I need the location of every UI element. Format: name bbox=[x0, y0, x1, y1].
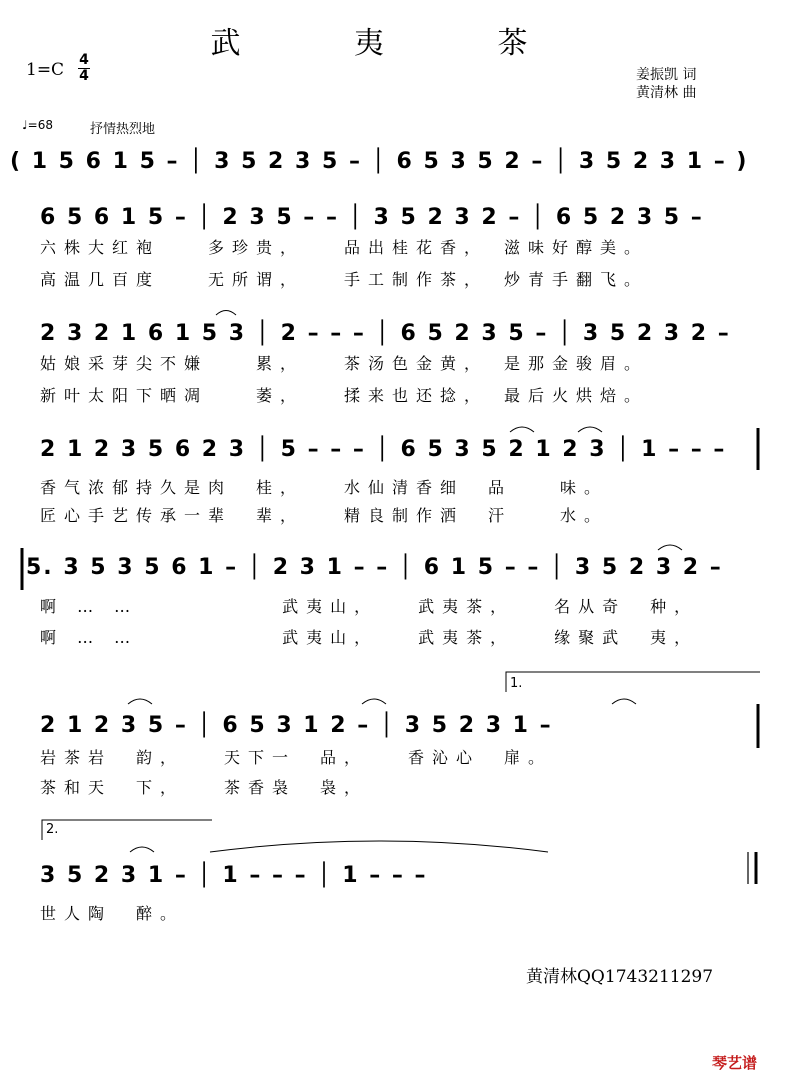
footer-credit: 黄清林QQ1743211297 bbox=[526, 967, 714, 987]
lyrics-row-2-verse-1: 六株大红袍 多珍贵， 品出桂花香， 滋味好醇美。 bbox=[40, 238, 649, 257]
lyricist-credit: 姜振凯 词 bbox=[636, 67, 697, 83]
notes-row-1: ( 1 5 6 1 5 – │ 3 5 2 3 5 – │ 6 5 3 5 2 – │ 3 5 2 3 1 – ) bbox=[10, 149, 749, 174]
slur-row7 bbox=[130, 847, 154, 852]
lyrics-row-2-verse-2: 高温几百度 无所谓， 手工制作茶， 炒青手翻飞。 bbox=[40, 270, 649, 289]
lyrics-row-6-verse-1: 岩茶岩 韵， 天下一 品， 香沁心 扉。 bbox=[40, 748, 553, 767]
notes-row-5: 5. 3 5 3 5 6 1 – │ 2 3 1 – – │ 6 1 5 – – │ 3 5 2 3 2 – bbox=[26, 555, 723, 580]
volta-1-label: 1. bbox=[510, 676, 523, 691]
slur-row4b bbox=[578, 427, 602, 432]
notes-row-2: 6 5 6 1 5 – │ 2 3 5 – – │ 3 5 2 3 2 – │ 6 5 2 3 5 – bbox=[40, 205, 704, 230]
lyrics-row-5-verse-1: 啊 … … 武夷山， 武夷茶， 名从奇 种， bbox=[40, 597, 699, 616]
slur-row4a bbox=[510, 427, 534, 432]
key-signature: 1=C bbox=[26, 60, 65, 80]
notes-row-7: 3 5 2 3 1 – │ 1 – – – │ 1 – – – bbox=[40, 863, 428, 888]
volta-2-bracket bbox=[42, 820, 212, 840]
lyrics-row-5-verse-2: 啊 … … 武夷山， 武夷茶， 缘聚武 夷， bbox=[40, 628, 699, 647]
notes-row-6: 2 1 2 3 5 – │ 6 5 3 1 2 – │ 3 5 2 3 1 – bbox=[40, 713, 553, 738]
notes-row-3: 2 3 2 1 6 1 5 3 │ 2 – – – │ 6 5 2 3 5 – │ 3 5 2 3 2 – bbox=[40, 321, 731, 346]
slur-row6b bbox=[362, 699, 386, 704]
lyrics-row-4-verse-1: 香气浓郁持久是肉 桂， 水仙清香细 品 味。 bbox=[40, 478, 609, 497]
tie-final bbox=[210, 841, 548, 852]
composer-credit: 黄清林 曲 bbox=[636, 85, 697, 101]
lyrics-row-3-verse-2: 新叶太阳下晒凋 萎， 揉来也还捻， 最后火烘焙。 bbox=[40, 386, 649, 405]
slur-row5 bbox=[658, 545, 682, 550]
lyrics-row-6-verse-2: 茶和天 下， 茶香袅 袅， bbox=[40, 778, 369, 797]
slur-row6c bbox=[612, 699, 636, 704]
volta-1-bracket bbox=[506, 672, 760, 692]
expression-marking: 抒情热烈地 bbox=[90, 122, 156, 137]
time-bottom: 4 bbox=[79, 68, 89, 84]
song-title: 武 夷 茶 bbox=[210, 26, 580, 61]
volta-2-label: 2. bbox=[46, 822, 59, 837]
lyrics-row-7-verse-1: 世人陶 醉。 bbox=[40, 904, 185, 923]
time-top: 4 bbox=[79, 52, 89, 68]
slur-row6a bbox=[128, 699, 152, 704]
notes-row-4: 2 1 2 3 5 6 2 3 │ 5 – – – │ 6 5 3 5 2 1 2 3 │ 1 – – – bbox=[40, 437, 727, 462]
lyrics-row-3-verse-1: 姑娘采芽尖不嫌 累， 茶汤色金黄， 是那金骏眉。 bbox=[40, 354, 649, 373]
lyrics-row-4-verse-2: 匠心手艺传承一辈 辈， 精良制作洒 汗 水。 bbox=[40, 506, 609, 525]
slur-row3 bbox=[216, 311, 236, 316]
site-logo: 琴艺谱 bbox=[712, 1054, 758, 1072]
tempo-marking: ♩=68 bbox=[22, 118, 53, 132]
